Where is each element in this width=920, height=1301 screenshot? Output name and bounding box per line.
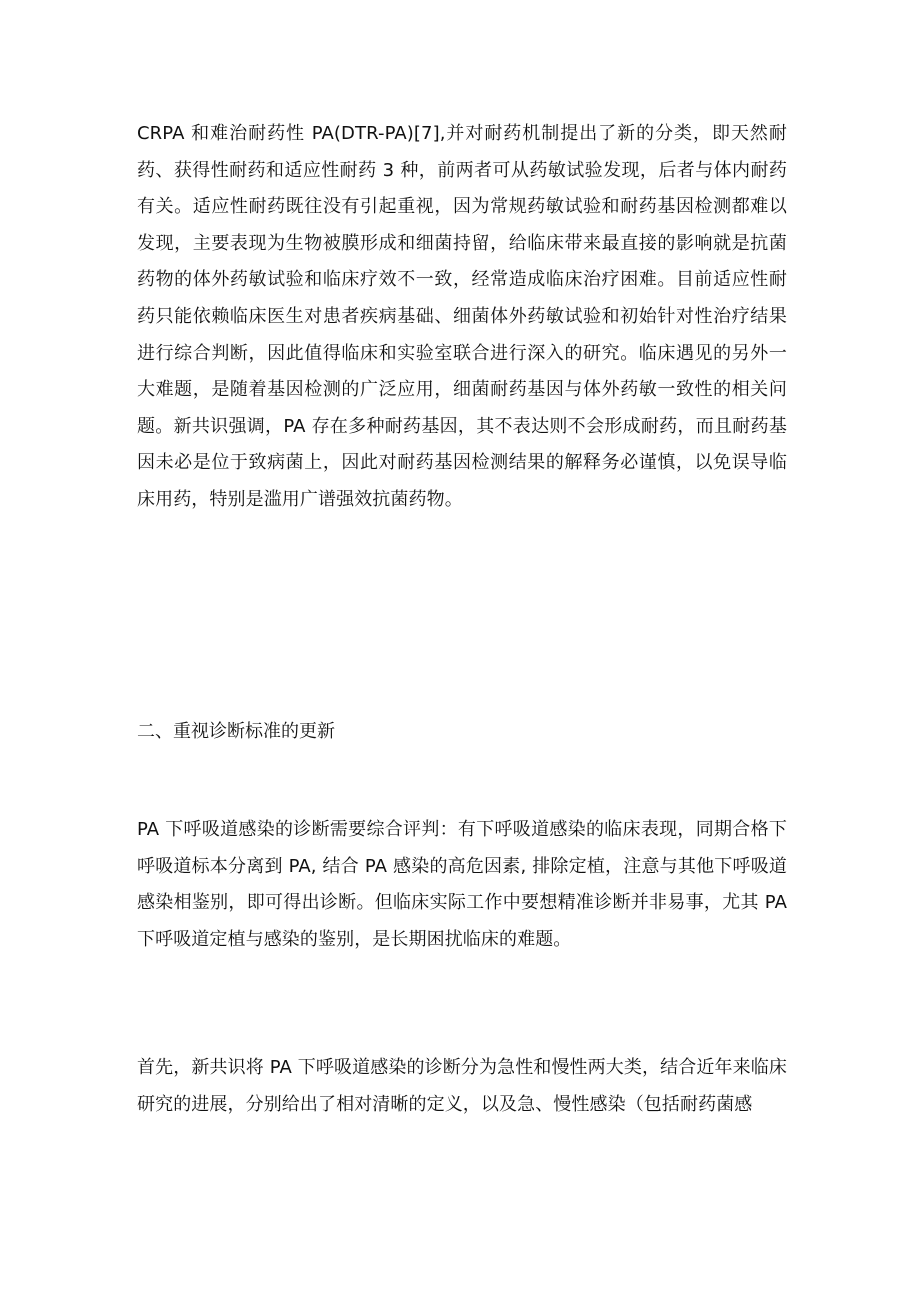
section-heading-diagnosis: 二、重视诊断标准的更新 — [137, 721, 335, 742]
paragraph-diagnosis-criteria: PA 下呼吸道感染的诊断需要综合评判：有下呼吸道感染的临床表现，同期合格下呼吸道标本分离到 PA, 结合 PA 感染的高危因素, 排除定植，注意与其他下呼吸道感染相鉴别，即可得出诊断。但临床实际工作中要想精准诊断并非易事，尤其 PA 下呼吸道定植与感染的鉴别，是长期困扰临床的难题。 — [137, 819, 787, 950]
paragraph-acute-chronic: 首先，新共识将 PA 下呼吸道感染的诊断分为急性和慢性两大类，结合近年来临床研究的进展，分别给出了相对清晰的定义，以及急、慢性感染（包括耐药菌感 — [137, 1057, 787, 1115]
paragraph-resistance-classification: CRPA 和难治耐药性 PA(DTR-PA)[7],并对耐药机制提出了新的分类，即天然耐药、获得性耐药和适应性耐药 3 种，前两者可从药敏试验发现，后者与体内耐药有关。适应性耐药既往没有引起重视，因为常规药敏试验和耐药基因检测都难以发现，主要表现为生物被膜形成和细菌持留，给临床带来最直接的影响就是抗菌药物的体外药敏试验和临床疗效不一致，经常造成临床治疗困难。目前适应性耐药只能依赖临床医生对患者疾病基础、细菌体外药敏试验和初始针对性治疗结果进行综合判断，因此值得临床和实验室联合进行深入的研究。临床遇见的另外一大难题，是随着基因检测的广泛应用，细菌耐药基因与体外药敏一致性的相关问题。新共识强调，PA 存在多种耐药基因，其不表达则不会形成耐药，而且耐药基因未必是位于致病菌上，因此对耐药基因检测结果的解释务必谨慎，以免误导临床用药，特别是滥用广谱强效抗菌药物。 — [137, 123, 787, 510]
